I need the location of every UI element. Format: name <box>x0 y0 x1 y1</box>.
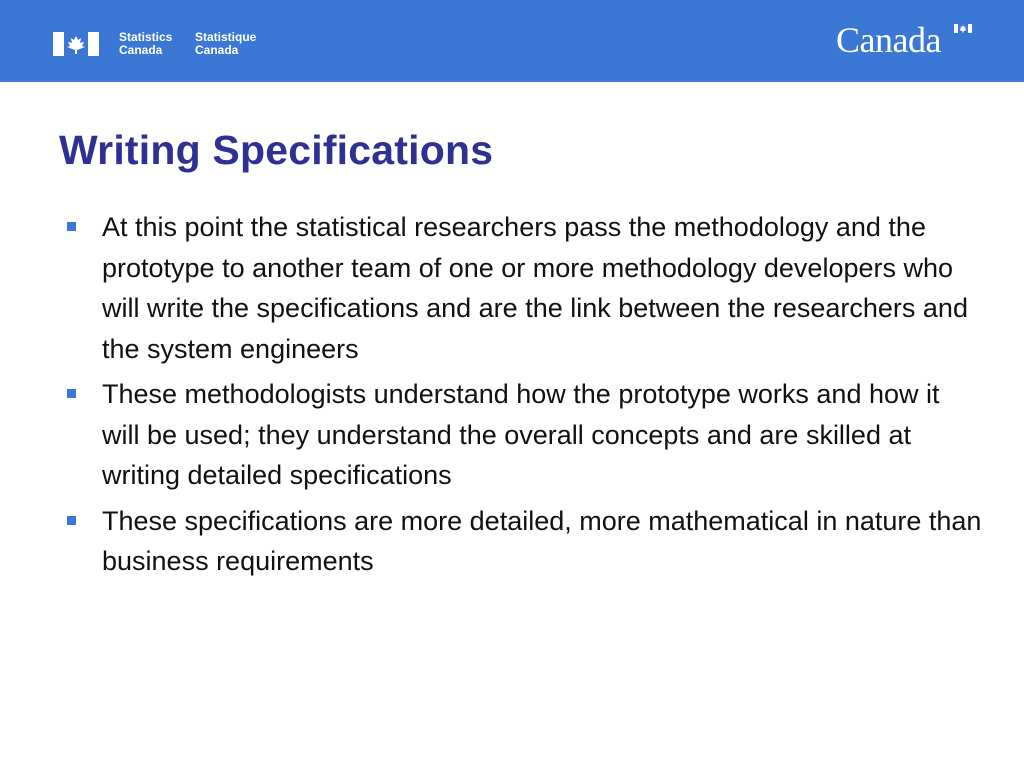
agency-name-english-line-1: Statistics <box>119 30 173 44</box>
bullet-text: These methodologists understand how the prototype works and how it will be used; they understand the overall concepts and are skilled at writing detailed specifications <box>102 379 940 490</box>
agency-name-english <box>119 31 172 57</box>
agency-name-french-line-2: Canada <box>195 43 239 57</box>
government-header-bar <box>0 0 1024 82</box>
bullet-item <box>63 207 983 369</box>
bullet-text: These specifications are more detailed, more mathematical in nature than business requirements <box>102 505 982 576</box>
wordmark-flag-icon <box>954 24 972 33</box>
bullet-item <box>63 501 983 582</box>
square-bullet-icon <box>67 516 76 525</box>
square-bullet-icon <box>67 389 76 398</box>
square-bullet-icon <box>67 222 76 231</box>
canada-wordmark: Canada <box>836 20 941 60</box>
agency-name-english-line-2: Canada <box>119 43 163 57</box>
slide-title: Writing Specifications <box>59 127 494 173</box>
bullet-list <box>63 207 983 587</box>
bullet-item <box>63 374 983 496</box>
agency-name-french <box>195 31 256 57</box>
bullet-text: At this point the statistical researchers pass the methodology and the prototype to another team of one or more methodology developers who will write the specifications and are the link between the researchers and the system engineers <box>102 212 968 364</box>
canada-flag-icon <box>53 32 99 56</box>
agency-name-french-line-1: Statistique <box>195 30 257 44</box>
